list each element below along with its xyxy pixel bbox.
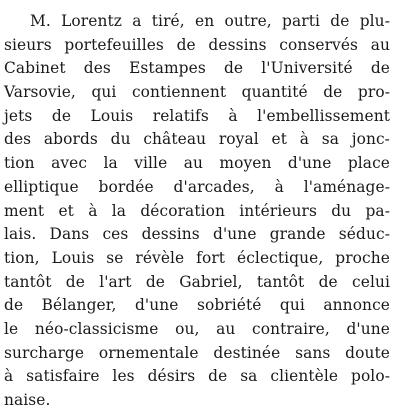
text-line: elliptique bordée d'arcades, à l'aménage- [4, 177, 390, 196]
body-paragraph [4, 10, 390, 409]
text-line: surcharge ornementale destinée sans doute [4, 343, 390, 362]
text-line: jets de Louis relatifs à l'embellissement [4, 106, 390, 125]
text-line: Cabinet des Estampes de l'Université de [4, 59, 390, 78]
text-line: à satisfaire les désirs de sa clientèle polo- [4, 367, 390, 386]
text-line: tion avec la ville au moyen d'une place [4, 154, 390, 173]
text-line: naise. [4, 391, 51, 409]
text-line: tion, Louis se révèle fort éclectique, proche [4, 248, 390, 267]
text-line: lais. Dans ces dessins d'une grande séduc- [4, 225, 390, 244]
text-line: sieurs portefeuilles de dessins conservés au [4, 35, 390, 54]
text-line: de Bélanger, d'une sobriété qui annonce [4, 296, 390, 315]
text-line: le néo-classicisme ou, au contraire, d'une [4, 319, 390, 338]
text-line: M. Lorentz a tiré, en outre, parti de plu- [30, 12, 390, 30]
text-line: tantôt de l'art de Gabriel, tantôt de celui [4, 272, 390, 291]
text-line: des abords du château royal et à sa jonc- [4, 130, 390, 149]
text-line: ment et à la décoration intérieurs du pa- [4, 201, 390, 220]
text-line: Varsovie, qui contiennent quantité de pro- [4, 83, 390, 102]
